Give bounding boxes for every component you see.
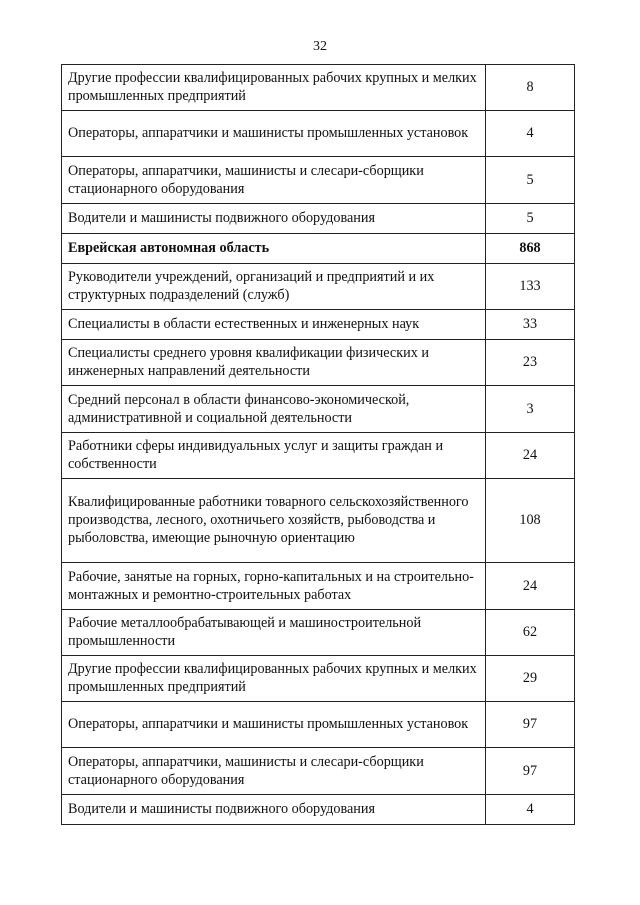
occupation-count-cell: 29: [486, 656, 575, 702]
occupation-count-cell: 4: [486, 111, 575, 157]
occupation-name-cell: Рабочие, занятые на горных, горно-капитальных и на строительно-монтажных и ремонтно-строительных работах: [62, 563, 486, 610]
occupation-count-cell: 133: [486, 264, 575, 310]
occupation-name-cell: Руководители учреждений, организаций и предприятий и их структурных подразделений (служб): [62, 264, 486, 310]
occupation-count-cell: 62: [486, 610, 575, 656]
occupation-count-cell: 97: [486, 748, 575, 795]
table-row: [62, 204, 575, 234]
table-row: [62, 702, 575, 748]
table-row: [62, 433, 575, 479]
occupation-name-cell: Операторы, аппаратчики, машинисты и слесари-сборщики стационарного оборудования: [62, 748, 486, 795]
occupation-count-cell: 4: [486, 795, 575, 825]
occupation-name-cell: Рабочие металлообрабатывающей и машиностроительной промышленности: [62, 610, 486, 656]
occupation-name-cell: Водители и машинисты подвижного оборудования: [62, 204, 486, 234]
table-row: [62, 479, 575, 563]
occupation-count-cell: 3: [486, 386, 575, 433]
occupation-count-cell: 8: [486, 65, 575, 111]
occupation-count-cell: 23: [486, 340, 575, 386]
occupation-name-cell: Операторы, аппаратчики и машинисты промышленных установок: [62, 702, 486, 748]
table-row: [62, 386, 575, 433]
occupation-count-cell: 97: [486, 702, 575, 748]
occupation-count-cell: 5: [486, 204, 575, 234]
occupation-name-cell: Водители и машинисты подвижного оборудования: [62, 795, 486, 825]
occupation-name-cell: Специалисты в области естественных и инженерных наук: [62, 310, 486, 340]
table-row: [62, 610, 575, 656]
table-row-region-total: [62, 234, 575, 264]
table-row: [62, 563, 575, 610]
occupation-name-cell: Квалифицированные работники товарного сельскохозяйственного производства, лесного, охотничьего хозяйств, рыбоводства и рыболовства, имеющие рыночную ориентацию: [62, 479, 486, 563]
occupation-count-cell: 33: [486, 310, 575, 340]
occupation-count-cell: 24: [486, 563, 575, 610]
occupation-name-cell: Другие профессии квалифицированных рабочих крупных и мелких промышленных предприятий: [62, 656, 486, 702]
table-row: [62, 340, 575, 386]
table-row: [62, 157, 575, 204]
region-name-cell: Еврейская автономная область: [62, 234, 486, 264]
table-row: [62, 656, 575, 702]
region-total-cell: 868: [486, 234, 575, 264]
table-row: [62, 795, 575, 825]
occupation-name-cell: Другие профессии квалифицированных рабочих крупных и мелких промышленных предприятий: [62, 65, 486, 111]
table-row: [62, 111, 575, 157]
occupation-table-body: [62, 65, 575, 825]
occupation-name-cell: Операторы, аппаратчики, машинисты и слесари-сборщики стационарного оборудования: [62, 157, 486, 204]
occupation-name-cell: Операторы, аппаратчики и машинисты промышленных установок: [62, 111, 486, 157]
occupation-table: [61, 64, 575, 825]
occupation-name-cell: Специалисты среднего уровня квалификации физических и инженерных направлений деятельности: [62, 340, 486, 386]
occupation-name-cell: Средний персонал в области финансово-экономической, административной и социальной деятельности: [62, 386, 486, 433]
table-row: [62, 310, 575, 340]
occupation-name-cell: Работники сферы индивидуальных услуг и защиты граждан и собственности: [62, 433, 486, 479]
occupation-count-cell: 24: [486, 433, 575, 479]
page-number: 32: [313, 39, 327, 54]
table-row: [62, 65, 575, 111]
table-row: [62, 748, 575, 795]
occupation-count-cell: 5: [486, 157, 575, 204]
table-row: [62, 264, 575, 310]
occupation-count-cell: 108: [486, 479, 575, 563]
